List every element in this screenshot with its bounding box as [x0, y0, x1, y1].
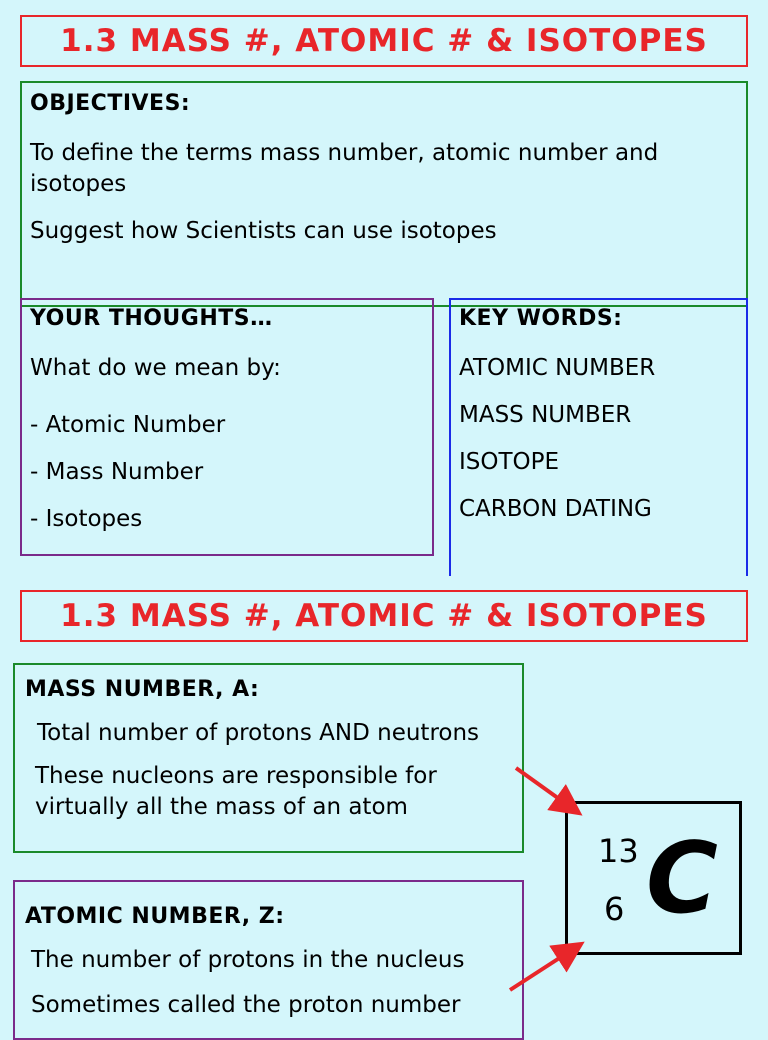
- slide1-title: 1.3 MASS #, ATOMIC # & ISOTOPES: [20, 15, 748, 67]
- thoughts-heading: YOUR THOUGHTS…: [30, 306, 273, 331]
- element-atomic-number: 6: [604, 890, 625, 928]
- element-mass-number: 13: [598, 832, 639, 870]
- keyword-item: CARBON DATING: [459, 496, 652, 522]
- keyword-item: MASS NUMBER: [459, 402, 632, 428]
- thoughts-item: - Mass Number: [30, 459, 204, 485]
- thoughts-item: - Atomic Number: [30, 412, 226, 438]
- mass-number-heading: MASS NUMBER, A:: [25, 677, 260, 702]
- thoughts-question: What do we mean by:: [30, 355, 281, 381]
- keyword-item: ATOMIC NUMBER: [459, 355, 656, 381]
- keyword-item: ISOTOPE: [459, 449, 560, 475]
- atomic-number-definition: The number of protons in the nucleus: [31, 947, 465, 973]
- mass-number-definition: Total number of protons AND neutrons: [37, 720, 480, 746]
- objective-item: Suggest how Scientists can use isotopes: [30, 218, 497, 244]
- atomic-number-note: Sometimes called the proton number: [31, 992, 461, 1018]
- thoughts-item: - Isotopes: [30, 506, 143, 532]
- arrow-to-mass-number: [516, 768, 576, 811]
- mass-number-note: These nucleons are responsible for virtually all the mass of an atom: [35, 763, 437, 820]
- element-symbol: C: [646, 822, 718, 936]
- objectives-heading: OBJECTIVES:: [30, 91, 191, 116]
- keywords-heading: KEY WORDS:: [459, 306, 623, 331]
- atomic-number-heading: ATOMIC NUMBER, Z:: [25, 904, 285, 929]
- slide2-title: 1.3 MASS #, ATOMIC # & ISOTOPES: [20, 590, 748, 642]
- arrow-to-atomic-number: [510, 946, 578, 990]
- objective-item: To define the terms mass number, atomic number and isotopes: [30, 140, 659, 197]
